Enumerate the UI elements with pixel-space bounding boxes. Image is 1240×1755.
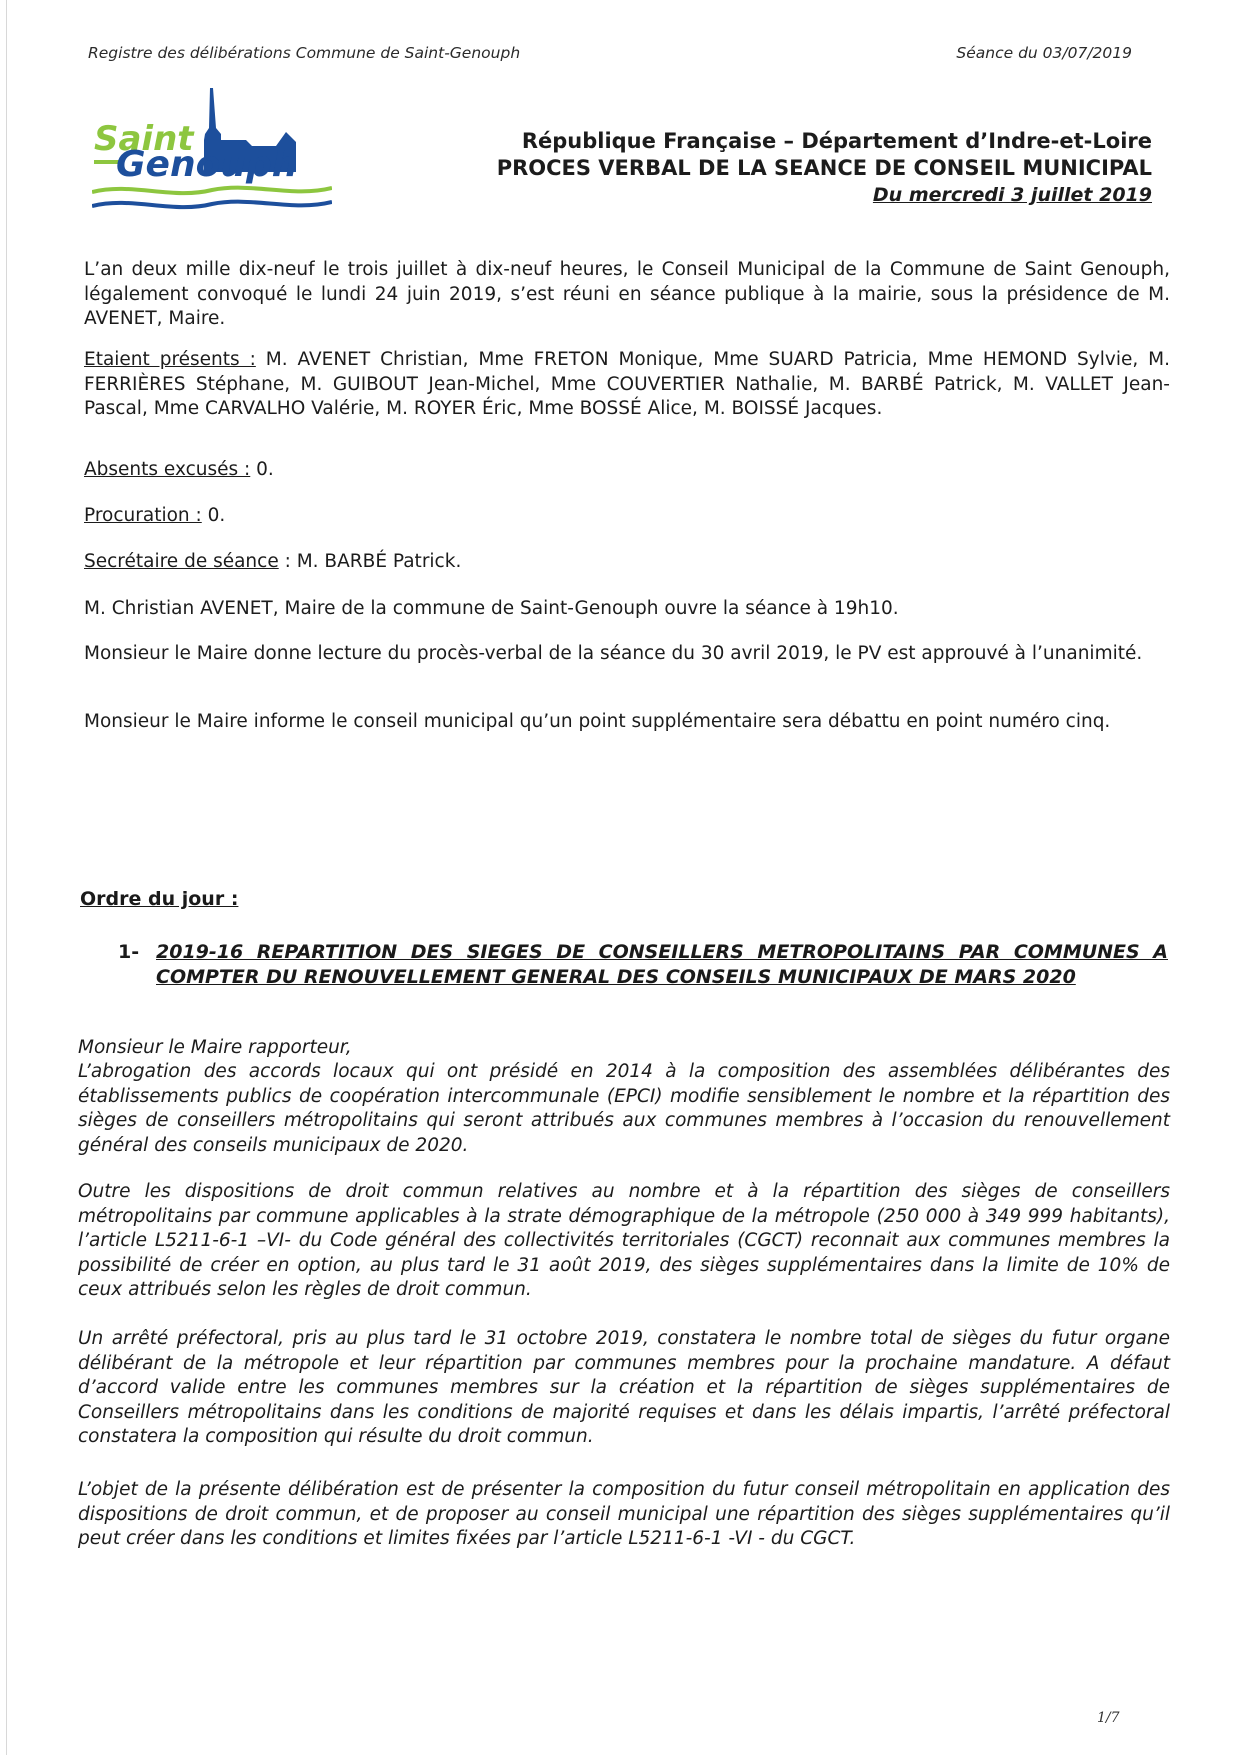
absents-paragraph: [84, 458, 1170, 483]
pv-reading-paragraph: Monsieur le Maire donne lecture du procès-verbal de la séance du 30 avril 2019, le PV est approuvé à l’unanimité.: [84, 643, 1143, 664]
saint-genouph-logo: [92, 88, 332, 218]
session-date: Séance du 03/07/2019: [956, 44, 1132, 62]
page-number: 1/7: [1097, 1710, 1120, 1726]
scan-edge-line: [6, 0, 7, 1755]
procuration-value: 0.: [201, 505, 226, 526]
secretaire-value: : M. BARBÉ Patrick.: [278, 551, 462, 572]
absents-value: 0.: [250, 459, 274, 480]
secretaire-label: Secrétaire de séance: [84, 551, 279, 572]
intro-paragraph: L’an deux mille dix-neuf le trois juillet à dix-neuf heures, le Conseil Municipal de la Commune de Saint Genouph, légalement convoqué le lundi 24 juin 2019, s’est réuni en séance publique à la mairie, sous la présidence de M. AVENET, Maire.: [84, 259, 1170, 329]
agenda-item-number: 1-: [118, 941, 140, 963]
procuration-paragraph: [84, 504, 1170, 529]
running-header: [88, 44, 1132, 68]
deliberation-paragraph-2: Outre les dispositions de droit commun relatives au nombre et à la répartition des sièges de conseillers métropolitains par commune applicables à la strate démographique de la métropole (250 000 à 349 999 habitants), l’article L5211-6-1 –VI- du Code général des collectivités territoriales (CGCT) reconnait aux communes membres la possibilité de créer en option, au plus tard le 31 août 2019, des sièges supplémentaires dans la limite de 10% de ceux attribués selon les règles de droit commun.: [78, 1181, 1170, 1300]
deliberation-paragraph-4: L’objet de la présente délibération est de présenter la composition du futur conseil métropolitain en application des dispositions de droit commun, et de proposer au conseil municipal une répartition des sièges supplémentaires qu’il peut créer dans les conditions et limites fixées par l’article L5211-6-1 -VI - du CGCT.: [78, 1479, 1170, 1549]
deliberation-paragraph-3: Un arrêté préfectoral, pris au plus tard le 31 octobre 2019, constatera le nombre total de sièges du futur organe délibérant de la métropole et leur répartition par communes membres pour la prochaine mandature. A défaut d’accord valide entre les communes membres sur la création et la répartition de sièges supplémentaires de Conseillers métropolitains dans les conditions de majorité requises et dans les délais impartis, l’arrêté préfectoral constatera la composition qui résulte du droit commun.: [78, 1328, 1170, 1447]
secretaire-paragraph: [84, 550, 1170, 575]
extra-point-paragraph: Monsieur le Maire informe le conseil municipal qu’un point supplémentaire sera débattu en point numéro cinq.: [84, 711, 1111, 732]
presents-label: Etaient présents :: [84, 349, 256, 370]
deliberation-paragraph-1: L’abrogation des accords locaux qui ont présidé en 2014 à la composition des assemblées délibérantes des établissements publics de coopération intercommunale (EPCI) modifie sensiblement le nombre et la répartition des sièges de conseillers métropolitains qui seront attribués aux communes membres à l’occasion du renouvellement général des conseils municipaux de 2020.: [78, 1061, 1170, 1156]
procuration-label: Procuration :: [84, 505, 202, 526]
meeting-date-line: Du mercredi 3 juillet 2019: [872, 184, 1152, 206]
presents-list: M. AVENET Christian, Mme FRETON Monique, Mme SUARD Patricia, Mme HEMOND Sylvie, M. FERRIÈRES Stéphane, M. GUIBOUT Jean-Michel, Mme COUVERTIER Nathalie, M. BARBÉ Patrick, M. VALLET Jean-Pascal, Mme CARVALHO Valérie, M. ROYER Éric, Mme BOSSÉ Alice, M. BOISSÉ Jacques.: [84, 349, 1170, 419]
opening-paragraph: M. Christian AVENET, Maire de la commune de Saint-Genouph ouvre la séance à 19h10.: [84, 598, 899, 619]
register-title: Registre des délibérations Commune de Saint-Genouph: [88, 44, 521, 62]
absents-label: Absents excusés :: [84, 459, 251, 480]
church-logo-icon: [92, 88, 332, 218]
svg-text:Saint: Saint: [94, 119, 194, 159]
document-title-block: [497, 128, 1152, 209]
republic-department-line: République Française – Département d’Indre-et-Loire: [521, 129, 1152, 153]
proces-verbal-title: PROCES VERBAL DE LA SEANCE DE CONSEIL MUNICIPAL: [496, 156, 1152, 180]
presents-paragraph: [84, 348, 1170, 422]
svg-text:Genouph: Genouph: [116, 144, 298, 185]
deliberation-rapporteur: Monsieur le Maire rapporteur,: [78, 1037, 352, 1058]
agenda-heading: Ordre du jour :: [80, 888, 239, 910]
agenda-item-title: 2019-16 REPARTITION DES SIEGES DE CONSEILLERS METROPOLITAINS PAR COMMUNES A COMPTER DU RENOUVELLEMENT GENERAL DES CONSEILS MUNICIPAUX DE MARS 2020: [156, 941, 1168, 988]
